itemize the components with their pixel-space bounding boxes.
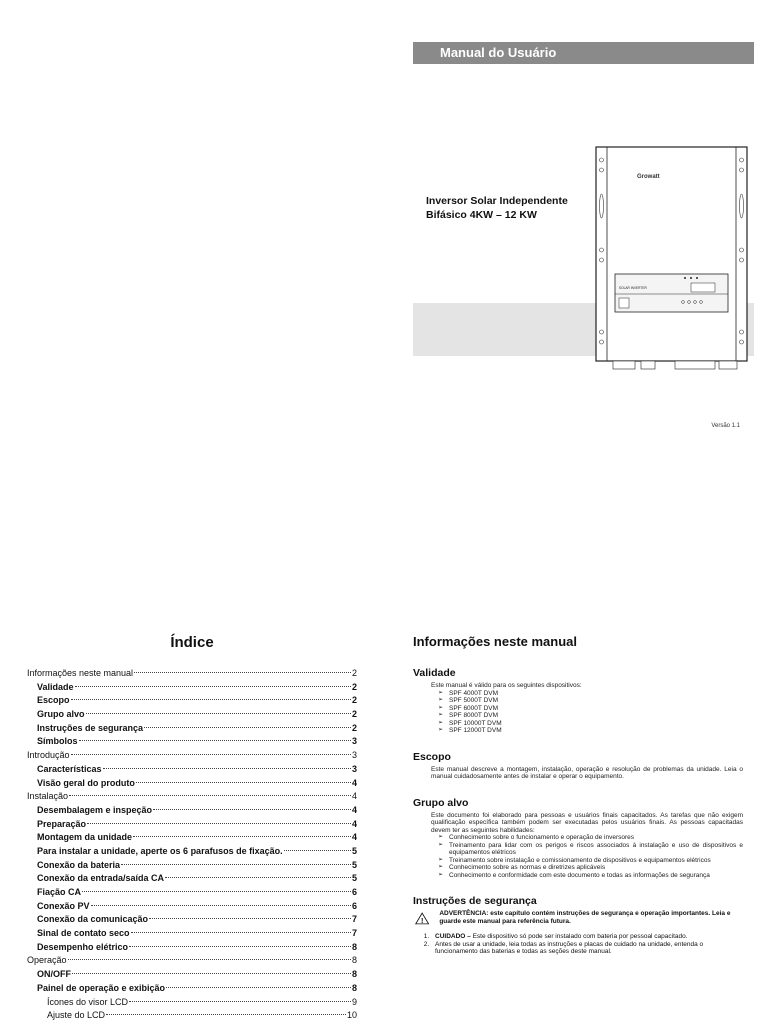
- validade-heading: Validade: [413, 667, 456, 679]
- toc-entry[interactable]: [27, 941, 357, 955]
- device-item: ➢ SPF 10000T DVM: [438, 720, 743, 728]
- toc-entry-label: Ajuste do LCD: [47, 1010, 106, 1021]
- svg-text:!: !: [420, 916, 424, 925]
- grupo-heading: Grupo alvo: [413, 796, 469, 809]
- toc-leader-dots: [103, 768, 351, 769]
- toc-entry-page: 8: [351, 982, 357, 993]
- toc-leader-dots: [134, 672, 351, 673]
- info-section: [413, 634, 743, 956]
- toc-leader-dots: [91, 905, 351, 906]
- toc-entry[interactable]: [27, 845, 357, 859]
- toc-entry[interactable]: [27, 954, 357, 968]
- toc-entry[interactable]: [27, 749, 357, 763]
- toc-entry-page: 2: [351, 668, 357, 678]
- toc-leader-dots: [129, 946, 351, 947]
- toc-entry-page: 4: [351, 804, 357, 815]
- toc-entry-page: 8: [351, 955, 357, 966]
- toc-leader-dots: [82, 891, 351, 892]
- toc-leader-dots: [79, 740, 351, 741]
- toc-leader-dots: [86, 713, 351, 714]
- toc-entry-label: Validade: [37, 681, 74, 692]
- toc-entry[interactable]: [27, 996, 357, 1010]
- toc-entry-label: Fiação CA: [37, 887, 82, 897]
- toc-entry-label: Conexão da comunicação: [37, 914, 149, 925]
- validade-intro: Este manual é válido para os seguintes dispositivos:: [431, 682, 582, 689]
- toc-entry-page: 4: [351, 777, 357, 788]
- panel-label: SOLAR INVERTER: [619, 286, 647, 290]
- toc-entry-page: 4: [351, 818, 357, 829]
- toc-entry[interactable]: [27, 708, 357, 722]
- toc-entry-label: Instruções de segurança: [37, 722, 144, 733]
- toc-leader-dots: [133, 836, 351, 837]
- toc-leader-dots: [69, 795, 351, 796]
- safety-item-text: Este dispositivo só pode ser instalado com bateria por pessoal capacitado.: [470, 933, 688, 940]
- toc-entry-page: 4: [351, 832, 357, 843]
- warning-text: ADVERTÊNCIA: este capítulo contém instruções de segurança e operação importantes. Leia e guarde este manual para referência futura.: [439, 910, 731, 925]
- info-title: Informações neste manual: [413, 634, 577, 649]
- toc-leader-dots: [71, 699, 351, 700]
- toc-entry[interactable]: [27, 694, 357, 708]
- toc-entry-page: 2: [351, 681, 357, 692]
- toc-entry-label: Símbolos: [37, 736, 78, 747]
- toc-leader-dots: [121, 864, 351, 865]
- toc-entry-page: 3: [351, 750, 357, 761]
- toc-leader-dots: [106, 1014, 346, 1015]
- cover-page: [413, 42, 754, 434]
- toc-entry-label: Desembalagem e inspeção: [37, 804, 153, 815]
- toc-entry-label: Características: [37, 763, 102, 774]
- toc-leader-dots: [72, 973, 351, 974]
- warning-icon: [415, 910, 429, 927]
- toc-entry[interactable]: [27, 968, 357, 982]
- device-item: ➢ SPF 5000T DVM: [438, 697, 743, 705]
- toc-entry-label: Preparação: [37, 818, 87, 829]
- toc-leader-dots: [75, 686, 351, 687]
- toc-entry[interactable]: [27, 872, 357, 886]
- toc-entry-label: Instalação: [27, 791, 69, 802]
- toc-entry-label: Montagem da unidade: [37, 832, 133, 843]
- toc-entry-label: Introdução: [27, 750, 70, 761]
- toc-entry[interactable]: [27, 763, 357, 777]
- toc-entry-page: 5: [351, 859, 357, 870]
- toc-entry[interactable]: [27, 818, 357, 832]
- toc-entry-label: Desempenho elétrico: [37, 941, 129, 952]
- toc-entry-label: Painel de operação e exibição: [37, 982, 166, 993]
- safety-item: [431, 933, 743, 941]
- toc-entry-label: Visão geral do produto: [37, 777, 135, 788]
- toc-entry-page: 8: [351, 969, 357, 980]
- toc-leader-dots: [166, 987, 351, 988]
- index-title: Índice: [170, 634, 214, 651]
- toc-entry[interactable]: [27, 804, 357, 818]
- toc-leader-dots: [136, 782, 351, 783]
- cover-header: Manual do Usuário: [413, 42, 754, 64]
- toc-entry[interactable]: [27, 777, 357, 791]
- table-of-contents: [27, 667, 357, 1023]
- cover-version: Versão 1.1: [711, 423, 740, 429]
- toc-entry-label: Operação: [27, 955, 67, 966]
- toc-leader-dots: [165, 877, 351, 878]
- toc-leader-dots: [87, 823, 351, 824]
- toc-entry-page: 2: [351, 709, 357, 720]
- device-item: ➢ SPF 6000T DVM: [438, 705, 743, 713]
- safety-list: [413, 933, 743, 956]
- toc-entry-page: 3: [351, 763, 357, 774]
- toc-entry-label: Grupo alvo: [37, 709, 85, 720]
- toc-entry-label: ON/OFF: [37, 969, 71, 980]
- cover-title-line1: Inversor Solar Independente: [426, 195, 568, 207]
- toc-entry[interactable]: [27, 1009, 357, 1023]
- toc-leader-dots: [71, 754, 351, 755]
- toc-entry[interactable]: [27, 927, 357, 941]
- brand-logo: Growatt: [637, 174, 660, 180]
- toc-entry[interactable]: [27, 982, 357, 996]
- toc-entry-page: 6: [351, 887, 357, 897]
- toc-entry-label: Conexão da entrada/saída CA: [37, 873, 165, 884]
- inverter-illustration: [595, 146, 748, 374]
- skill-item: ➢ Treinamento para lidar com os perigos e riscos associados à instalação e uso de dispositivos e equipamentos elétricos: [438, 842, 743, 857]
- toc-entry[interactable]: [27, 681, 357, 695]
- toc-entry[interactable]: [27, 900, 357, 914]
- device-item: ➢ SPF 4000T DVM: [438, 690, 743, 698]
- toc-entry-page: 4: [351, 791, 357, 802]
- toc-entry-page: 10: [346, 1010, 357, 1021]
- toc-leader-dots: [284, 850, 351, 851]
- skill-item: ➢ Treinamento sobre instalação e comissionamento de dispositivos e equipamentos elétricos: [438, 857, 743, 865]
- skill-item: ➢ Conhecimento e conformidade com este documento e todas as informações de segurança: [438, 872, 743, 880]
- toc-entry-page: 2: [351, 722, 357, 733]
- safety-item-text: Antes de usar a unidade, leia todas as instruções e placas de cuidado na unidade, entenda o funcionamento das baterias e todas as seções deste manual.: [435, 940, 704, 955]
- toc-entry-page: 6: [351, 900, 357, 911]
- safety-item-bold: CUIDADO –: [435, 933, 471, 940]
- toc-leader-dots: [144, 727, 351, 728]
- toc-leader-dots: [131, 932, 351, 933]
- cover-title: [426, 194, 568, 222]
- skill-item: ➢ Conhecimento sobre o funcionamento e operação de inversores: [438, 834, 743, 842]
- toc-entry-label: Para instalar a unidade, aperte os 6 parafusos de fixação.: [37, 845, 283, 856]
- toc-entry[interactable]: [27, 913, 357, 927]
- toc-entry-page: 5: [351, 845, 357, 856]
- device-list: [431, 690, 743, 735]
- toc-entry-page: 7: [351, 928, 357, 939]
- toc-entry[interactable]: [27, 722, 357, 736]
- seguranca-heading: Instruções de segurança: [413, 895, 537, 907]
- grupo-text: Este documento foi elaborado para pessoas e usuários finais capacitados. As tarefas que não exigem qualificação específica também podem ser executadas pelos usuários finais. As pessoas capacitadas devem ter as seguintes habilidades:: [431, 811, 743, 834]
- toc-leader-dots: [129, 1001, 351, 1002]
- toc-leader-dots: [149, 918, 351, 919]
- cover-title-line2: Bifásico 4KW – 12 KW: [426, 209, 537, 221]
- safety-item: [431, 941, 743, 956]
- escopo-heading: Escopo: [413, 750, 451, 763]
- toc-entry[interactable]: [27, 831, 357, 845]
- toc-leader-dots: [68, 959, 351, 960]
- device-item: ➢ SPF 12000T DVM: [438, 727, 743, 735]
- toc-entry-page: 2: [351, 695, 357, 706]
- toc-entry-label: Escopo: [37, 695, 70, 706]
- toc-entry[interactable]: [27, 859, 357, 873]
- toc-entry-page: 5: [351, 873, 357, 884]
- toc-leader-dots: [153, 809, 351, 810]
- toc-entry[interactable]: [27, 886, 357, 900]
- toc-entry-page: 8: [351, 941, 357, 952]
- toc-entry[interactable]: [27, 667, 357, 681]
- toc-entry-label: Informações neste manual: [27, 668, 134, 678]
- escopo-text: Este manual descreve a montagem, instalação, operação e resolução de problemas da unidade. Leia o manual cuidadosamente antes de instalar e operar o equipamento.: [431, 765, 743, 780]
- toc-entry[interactable]: [27, 735, 357, 749]
- toc-entry-page: 7: [351, 914, 357, 925]
- toc-entry-label: Sinal de contato seco: [37, 928, 130, 939]
- toc-entry-label: Conexão PV: [37, 900, 90, 911]
- toc-entry-label: Ícones do visor LCD: [47, 996, 129, 1007]
- skills-list: [431, 834, 743, 879]
- skill-item: ➢ Conhecimento sobre as normas e diretrizes aplicáveis: [438, 864, 743, 872]
- toc-entry[interactable]: [27, 790, 357, 804]
- toc-entry-page: 3: [351, 736, 357, 747]
- toc-entry-label: Conexão da bateria: [37, 859, 121, 870]
- device-item: ➢ SPF 8000T DVM: [438, 712, 743, 720]
- toc-entry-page: 9: [351, 996, 357, 1007]
